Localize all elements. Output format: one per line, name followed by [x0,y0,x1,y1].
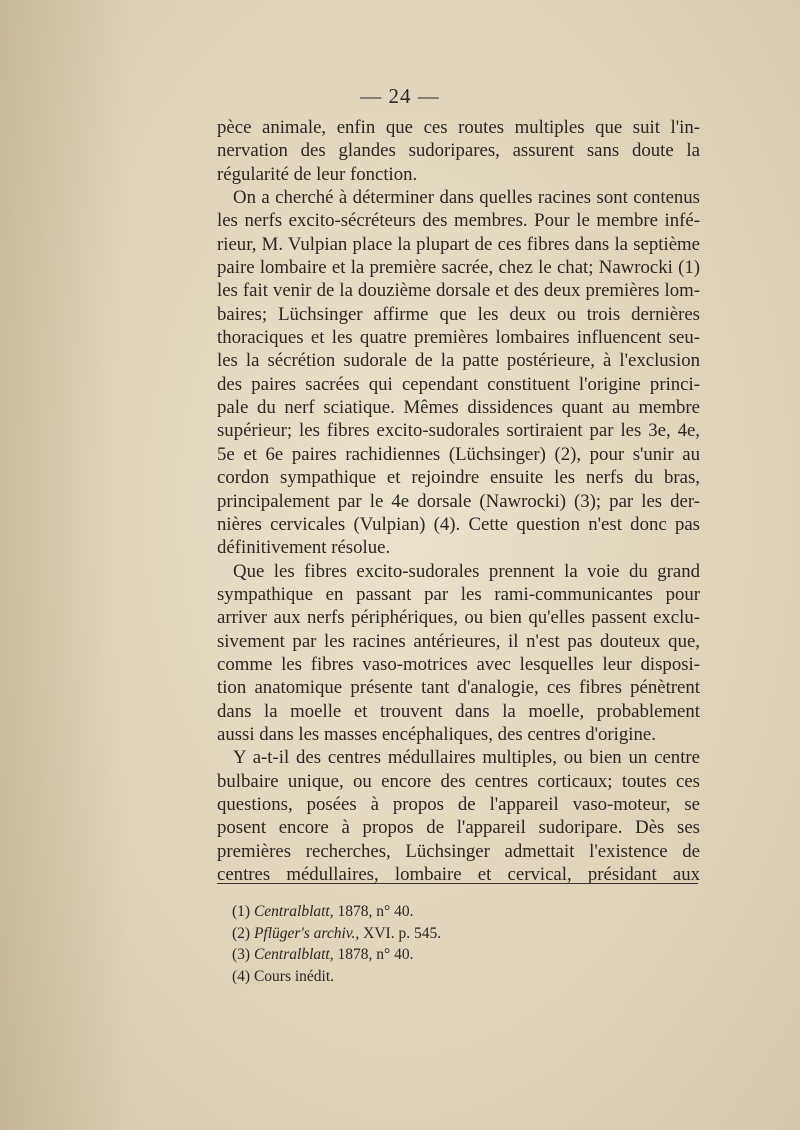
footnote [232,944,632,966]
footnote-detail: 1878, n° 40. [337,903,414,920]
text-line: bulbaire unique, ou encore des centres corticaux; toutes ces [217,770,700,792]
text-line: les la sécrétion sudorale de la patte postérieure, à l'exclusion [217,350,700,372]
text-line: On a cherché à déterminer dans quelles racines sont contenus [233,187,700,209]
text-line: comme les fibres vaso-motrices avec lesquelles leur disposi- [217,653,700,675]
text-line: pèce animale, enfin que ces routes multiples que suit l'in- [217,117,700,138]
text-line: baires; Lüchsinger affirme que les deux ou trois dernières [217,303,700,325]
text-line: régularité de leur fonction. [217,163,418,185]
text-line: supérieur; les fibres excito-sudorales sortiraient par les 3e, 4e, [217,420,700,442]
text-line: paire lombaire et la première sacrée, chez le chat; Nawrocki (1) [217,257,700,279]
text-line: principalement par le 4e dorsale (Nawrocki) (3); par les der- [217,490,700,512]
footnote-detail: 1878, n° 40. [337,946,414,963]
text-line: rieur, M. Vulpian place la plupart de ces fibres dans la septième [217,233,700,255]
text-line: Y a-t-il des centres médullaires multiples, ou bien un centre [233,747,700,769]
text-line: arriver aux nerfs périphériques, ou bien qu'elles passent exclu- [217,607,700,629]
text-line: thoraciques et les quatre premières lombaires influencent seu- [217,327,700,349]
footnote-detail: XVI. p. 545. [363,924,442,942]
page-edge-shading [0,0,130,1130]
text-line: Que les fibres excito-sudorales prennent la voie du grand [233,560,700,582]
text-line: aussi dans les masses encéphaliques, des centres d'origine. [217,723,656,745]
body-text [217,116,700,886]
page-number: — 24 — [360,84,440,108]
text-line: sympathique en passant par les rami-communicantes pour [217,583,700,605]
text-line: centres médullaires, lombaire et cervical, présidant aux [217,864,700,885]
footnote-source: Pflüger's archiv., [253,924,360,942]
text-line: dans la moelle et trouvent dans la moelle, probablement [217,700,700,722]
text-line: cordon sympathique et rejoindre ensuite les nerfs du bras, [217,467,700,489]
footnote-number: (3) [232,946,254,963]
text-line: premières recherches, Lüchsinger admettait l'existence de [217,840,700,862]
text-line: les nerfs excito-sécréteurs des membres. Pour le membre infé- [217,210,700,232]
text-line: nervation des glandes sudoripares, assurent sans doute la [217,140,700,162]
text-line: questions, posées à propos de l'appareil vaso-moteur, se [217,793,700,815]
text-line: sivement par les racines antérieures, il n'est pas douteux que, [217,630,700,652]
footnote-number: (4) [232,967,254,985]
footnote-number: (2) [232,924,254,942]
text-line: pale du nerf sciatique. Mêmes dissidences quant au membre [217,397,700,419]
footnote [232,966,632,988]
text-line: des paires sacrées qui cependant constituent l'origine princi- [217,373,700,395]
text-line: nières cervicales (Vulpian) (4). Cette question n'est donc pas [217,513,700,535]
footnote-source: Centralblatt, [253,946,334,963]
footnote-source: Centralblatt, [253,903,334,920]
text-line: définitivement résolue. [217,537,391,559]
footnote [232,901,632,923]
text-line: les fait venir de la douzième dorsale et des deux premières lom- [217,280,700,302]
footnote [232,923,632,945]
text-line: tion anatomique présente tant d'analogie, ces fibres pénètrent [217,677,700,699]
footnote-rule [217,883,698,884]
footnote-number: (1) [232,903,254,920]
text-line: 5e et 6e paires rachidiennes (Lüchsinger) (2), pour s'unir au [217,443,700,465]
footnotes [232,901,632,987]
footnote-detail: Cours inédit. [253,967,335,985]
text-line: posent encore à propos de l'appareil sudoripare. Dès ses [217,817,700,839]
